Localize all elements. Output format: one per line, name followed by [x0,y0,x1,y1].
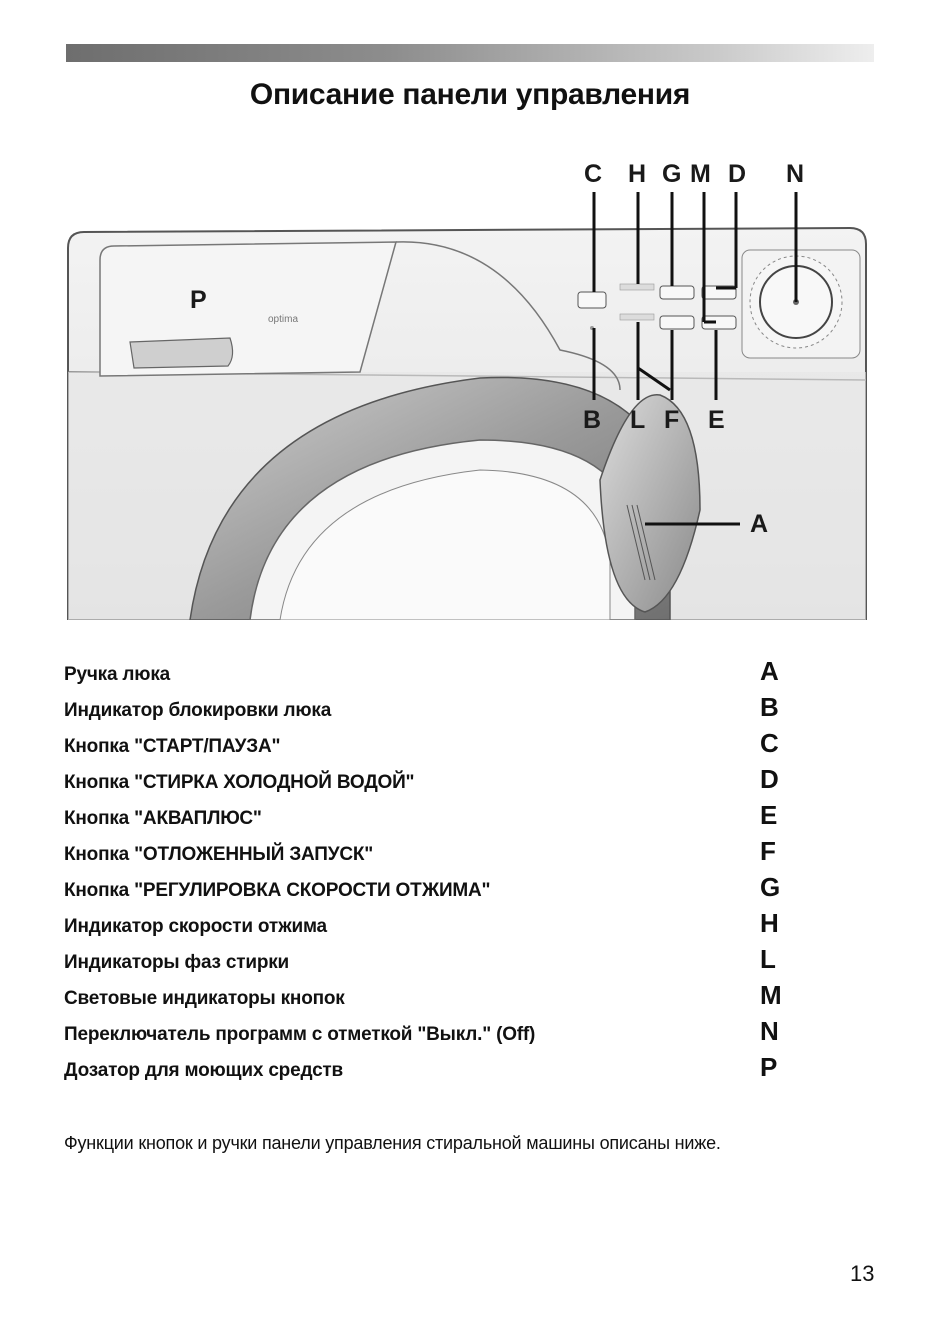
legend-row [64,944,784,980]
legend-label: Индикаторы фаз стирки [64,952,290,973]
legend-label: Кнопка "СТАРТ/ПАУЗА" [64,736,281,757]
legend-letter: L [760,944,776,974]
legend-row [64,764,784,800]
callout-m: M [690,160,711,188]
legend-letter: A [760,656,779,686]
page-title: Описание панели управления [249,78,691,111]
legend-row [64,728,784,764]
callout-n: N [786,160,805,188]
legend-row [64,800,784,836]
delay-start-button[interactable] [660,316,694,329]
callout-f: F [664,406,680,434]
legend-letter: F [760,836,776,866]
legend-letter: D [760,764,779,794]
program-dial[interactable] [742,250,860,358]
spin-speed-button[interactable] [660,286,694,299]
legend-label: Кнопка "СТИРКА ХОЛОДНОЙ ВОДОЙ" [64,772,415,793]
callout-c: C [584,160,603,188]
legend-label: Кнопка "ОТЛОЖЕННЫЙ ЗАПУСК" [64,844,374,865]
control-panel-diagram [60,150,880,620]
legend-row [64,1052,784,1088]
legend-row [64,980,784,1016]
wash-phase-indicators [620,314,654,320]
spin-speed-indicator [620,284,654,290]
legend-row [64,656,784,692]
header-bar [66,44,874,62]
legend-letter: G [760,872,781,902]
legend-row [64,836,784,872]
footnote: Функции кнопок и ручки панели управления стиральной машины описаны ниже. [64,1133,721,1153]
legend-letter: H [760,908,779,938]
callout-a: A [750,510,769,538]
legend-row [64,692,784,728]
legend-label: Индикатор блокировки люка [64,700,332,721]
legend-label: Переключатель программ с отметкой "Выкл." (Off) [64,1024,536,1045]
legend-letter: B [760,692,779,722]
legend-letter: E [760,800,778,830]
callout-b: B [583,406,602,434]
legend-row [64,908,784,944]
callout-g: G [662,160,682,188]
legend-letter: C [760,728,779,758]
legend-label: Ручка люка [64,664,170,685]
callout-d: D [728,160,747,188]
legend-row [64,872,784,908]
callout-e: E [708,406,725,434]
legend-label: Дозатор для моющих средств [64,1060,344,1081]
callout-p: P [190,286,207,314]
callout-h: H [628,160,647,188]
legend-label: Кнопка "РЕГУЛИРОВКА СКОРОСТИ ОТЖИМА" [64,880,491,901]
page-number: 13 [850,1261,875,1286]
legend-label: Кнопка "АКВАПЛЮС" [64,808,262,829]
legend-letter: N [760,1016,779,1046]
legend-label: Индикатор скорости отжима [64,916,327,937]
legend-label: Световые индикаторы кнопок [64,988,345,1009]
legend [64,656,784,1088]
legend-letter: M [760,980,782,1010]
start-pause-button[interactable] [578,292,606,308]
callout-l: L [630,406,646,434]
brand-logo: optima [268,314,299,325]
legend-letter: P [760,1052,778,1082]
legend-row [64,1016,784,1052]
